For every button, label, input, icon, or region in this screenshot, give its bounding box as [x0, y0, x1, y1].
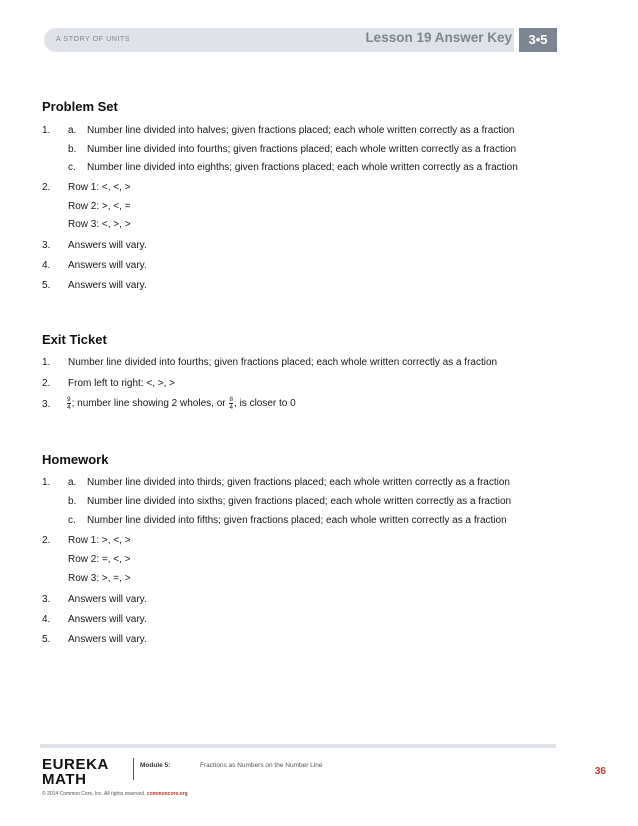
answer-text: Answers will vary. — [68, 614, 147, 625]
question-number: 5. — [42, 634, 51, 645]
math-logo: MATH — [42, 771, 87, 788]
question-number: 4. — [42, 260, 51, 271]
sub-label: a. — [68, 125, 77, 136]
page-number: 36 — [594, 766, 606, 777]
answer-row: Row 3: >, =, > — [68, 573, 131, 584]
question-number: 2. — [42, 535, 51, 546]
answer-text: Number line divided into eighths; given fractions placed; each whole written correctly as a fraction — [87, 162, 518, 173]
question-number: 2. — [42, 378, 51, 389]
answer-text: Answers will vary. — [68, 634, 147, 645]
answer-text: From left to right: <, >, > — [68, 378, 175, 389]
lesson-title: Lesson 19 Answer Key — [365, 30, 512, 45]
answer-text: Number line divided into thirds; given fractions placed; each whole written correctly as a fraction — [87, 477, 510, 488]
footer-rule — [40, 744, 556, 748]
answer-row: Row 1: <, <, > — [68, 182, 131, 193]
answer-row: Row 1: >, <, > — [68, 535, 131, 546]
answer-text: Number line divided into fifths; given fractions placed; each whole written correctly as a fraction — [87, 515, 507, 526]
module-label: Module 5: — [140, 762, 171, 769]
question-number: 1. — [42, 357, 51, 368]
answer-text: Answers will vary. — [68, 260, 147, 271]
answer-text: Number line divided into halves; given fractions placed; each whole written correctly as a fraction — [87, 125, 515, 136]
answer-text: Number line divided into fourths; given fractions placed; each whole written correctly as a fraction — [87, 144, 517, 155]
copyright-site: commoncore.org — [146, 791, 188, 797]
sub-label: c. — [68, 515, 76, 526]
footer-divider — [133, 758, 134, 780]
copyright: © 2014 Common Core, Inc. All rights reserved. commoncore.org — [42, 791, 188, 797]
exit-ticket-title: Exit Ticket — [42, 332, 107, 347]
fraction: $\frac{8}{4}$ — [229, 396, 234, 411]
answer-text: Answers will vary. — [68, 594, 147, 605]
sub-label: c. — [68, 162, 76, 173]
answer-with-fractions: $\frac{9}{4}$ ; number line showing 2 wholes, or $\frac{8}{4}$ , is closer to 0 — [67, 396, 296, 411]
answer-text: Number line divided into fourths; given fractions placed; each whole written correctly as a fraction — [68, 357, 498, 368]
problem-set-title: Problem Set — [42, 99, 118, 114]
question-number: 4. — [42, 614, 51, 625]
question-number: 2. — [42, 182, 51, 193]
sub-label: a. — [68, 477, 77, 488]
story-label: A STORY OF UNITS — [56, 36, 131, 43]
answer-text: Number line divided into sixths; given fractions placed; each whole written correctly as a fraction — [87, 496, 512, 507]
question-number: 1. — [42, 477, 51, 488]
question-number: 5. — [42, 280, 51, 291]
question-number: 3. — [42, 399, 51, 410]
question-number: 1. — [42, 125, 51, 136]
lesson-badge: 3•5 — [519, 28, 557, 52]
eureka-logo: EUREKA — [42, 756, 109, 773]
sub-label: b. — [68, 496, 77, 507]
answer-row: Row 2: =, <, > — [68, 554, 131, 565]
answer-text: Answers will vary. — [68, 240, 147, 251]
answer-text: Answers will vary. — [68, 280, 147, 291]
answer-row: Row 2: >, <, = — [68, 201, 131, 212]
module-name: Fractions as Numbers on the Number Line — [200, 762, 323, 769]
answer-row: Row 3: <, >, > — [68, 219, 131, 230]
question-number: 3. — [42, 594, 51, 605]
homework-title: Homework — [42, 452, 109, 467]
sub-label: b. — [68, 144, 77, 155]
question-number: 3. — [42, 240, 51, 251]
fraction: $\frac{9}{4}$ — [67, 396, 71, 411]
